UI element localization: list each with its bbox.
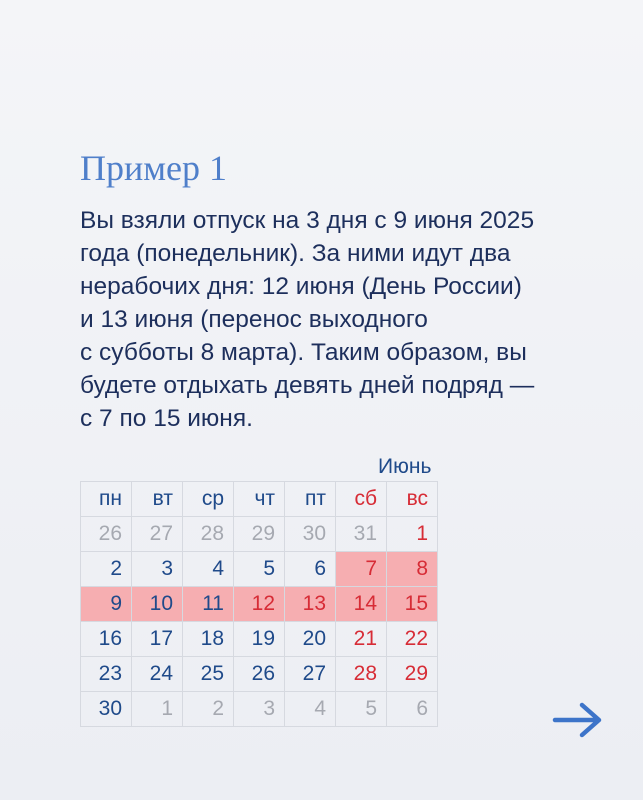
paragraph-line: и 13 июня (перенос выходного (80, 306, 428, 333)
calendar-day: 4 (183, 552, 234, 587)
calendar-day: 22 (387, 622, 438, 657)
paragraph-line: с 7 по 15 июня. (80, 405, 253, 432)
calendar-day-highlighted: 11 (183, 587, 234, 622)
calendar-grid (80, 481, 438, 727)
paragraph-line: нерабочих дня: 12 июня (День России) (80, 273, 522, 300)
calendar-month-label: Июнь (378, 455, 432, 478)
calendar-day: 27 (132, 517, 183, 552)
calendar-day-highlighted: 12 (234, 587, 285, 622)
calendar-day: 6 (387, 692, 438, 727)
calendar-week-row (81, 587, 438, 622)
arrow-right-icon[interactable] (552, 700, 604, 740)
calendar-day: 26 (234, 657, 285, 692)
calendar-week-row (81, 692, 438, 727)
weekday-header: вс (387, 482, 438, 517)
calendar-day: 30 (81, 692, 132, 727)
calendar-day: 28 (336, 657, 387, 692)
weekday-header: ср (183, 482, 234, 517)
weekday-header: вт (132, 482, 183, 517)
calendar-day: 5 (336, 692, 387, 727)
calendar-day-highlighted: 10 (132, 587, 183, 622)
calendar-day: 6 (285, 552, 336, 587)
calendar-day: 4 (285, 692, 336, 727)
weekday-header: пт (285, 482, 336, 517)
calendar-day: 1 (132, 692, 183, 727)
calendar-day-highlighted: 13 (285, 587, 336, 622)
calendar-week-row (81, 622, 438, 657)
weekday-header: сб (336, 482, 387, 517)
calendar-day: 5 (234, 552, 285, 587)
calendar-day: 1 (387, 517, 438, 552)
calendar-day: 2 (183, 692, 234, 727)
calendar-day: 25 (183, 657, 234, 692)
calendar-day: 31 (336, 517, 387, 552)
page-title: Пример 1 (80, 148, 228, 188)
calendar-day: 20 (285, 622, 336, 657)
calendar-day-highlighted: 7 (336, 552, 387, 587)
calendar-day: 19 (234, 622, 285, 657)
calendar-day: 16 (81, 622, 132, 657)
calendar-day: 3 (132, 552, 183, 587)
calendar-day-highlighted: 8 (387, 552, 438, 587)
calendar-day: 27 (285, 657, 336, 692)
paragraph-line: года (понедельник). За ними идут два (80, 240, 511, 267)
calendar-day: 29 (234, 517, 285, 552)
calendar-week-row (81, 657, 438, 692)
weekday-header: чт (234, 482, 285, 517)
calendar-day-highlighted: 15 (387, 587, 438, 622)
calendar-day: 24 (132, 657, 183, 692)
calendar-day: 21 (336, 622, 387, 657)
calendar-day: 26 (81, 517, 132, 552)
paragraph-line: будете отдыхать девять дней подряд — (80, 372, 535, 399)
calendar-week-row (81, 552, 438, 587)
paragraph-line: с субботы 8 марта). Таким образом, вы (80, 339, 527, 366)
calendar-day-highlighted: 9 (81, 587, 132, 622)
calendar-day: 23 (81, 657, 132, 692)
calendar-day: 30 (285, 517, 336, 552)
weekday-header-row (81, 482, 438, 517)
calendar-day: 17 (132, 622, 183, 657)
calendar-week-row (81, 517, 438, 552)
calendar-day: 2 (81, 552, 132, 587)
calendar-day-highlighted: 14 (336, 587, 387, 622)
calendar-day: 28 (183, 517, 234, 552)
calendar-day: 29 (387, 657, 438, 692)
calendar-day: 3 (234, 692, 285, 727)
paragraph-line: Вы взяли отпуск на 3 дня с 9 июня 2025 (80, 207, 535, 234)
weekday-header: пн (81, 482, 132, 517)
description-paragraph (80, 204, 600, 435)
calendar-day: 18 (183, 622, 234, 657)
